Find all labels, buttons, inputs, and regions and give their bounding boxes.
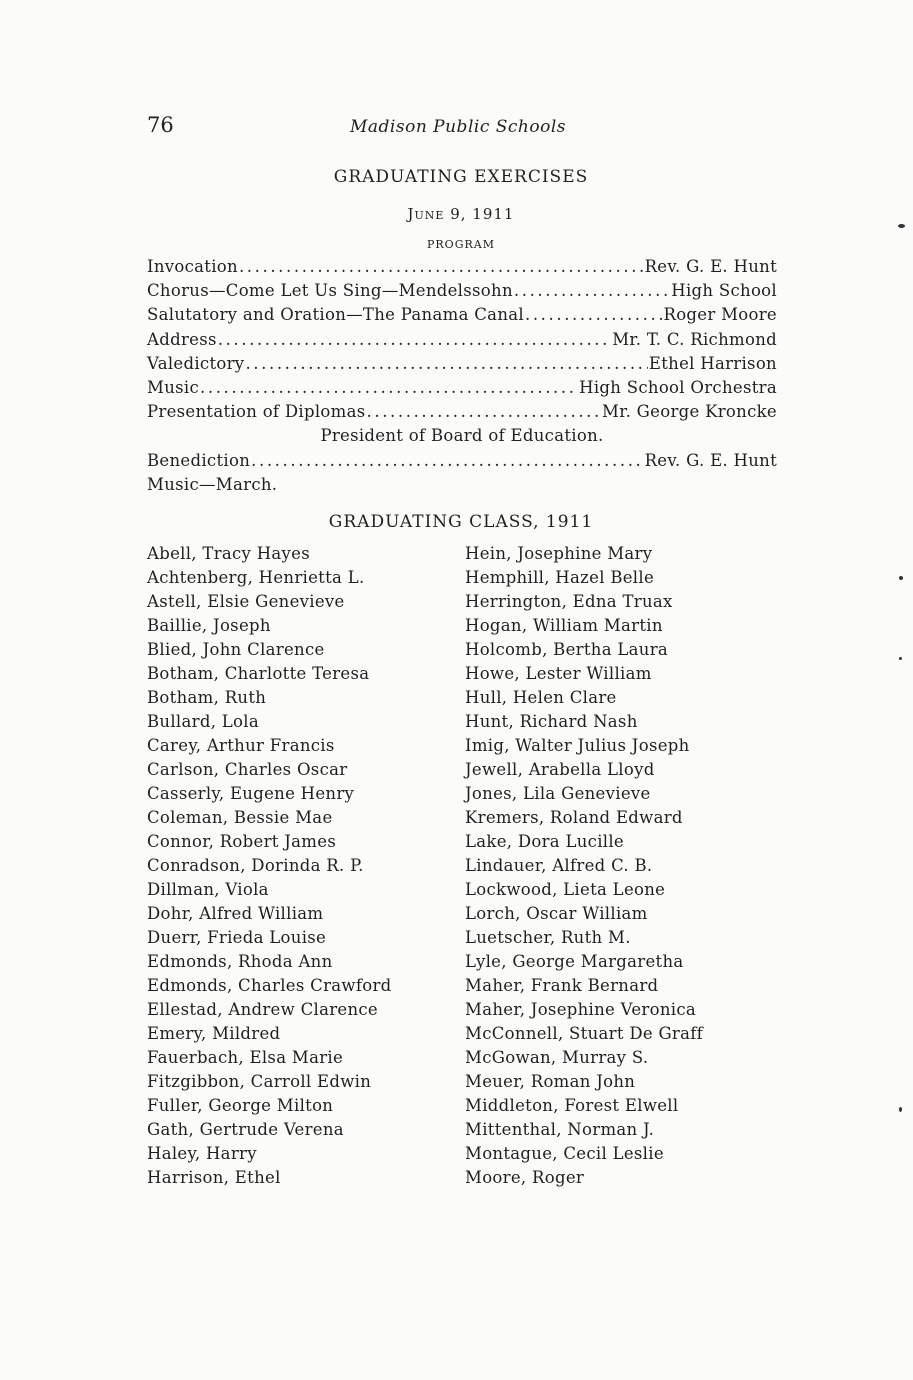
graduate-name: Emery, Mildred <box>147 1024 281 1043</box>
graduate-name: Ellestad, Andrew Clarence <box>147 1000 378 1019</box>
leader-dots <box>251 451 643 470</box>
program-item-performer: Mr. T. C. Richmond <box>612 329 777 349</box>
graduate-name: Haley, Harry <box>147 1144 257 1163</box>
program-item-label: Salutatory and Oration—The Panama Canal <box>147 305 524 325</box>
leader-dots <box>514 281 670 300</box>
graduate-name: Dohr, Alfred William <box>147 904 324 923</box>
graduate-name: Imig, Walter Julius Joseph <box>465 736 690 755</box>
graduate-name: Botham, Ruth <box>147 688 267 707</box>
graduate-name: Howe, Lester William <box>465 664 652 683</box>
graduate-name: Carlson, Charles Oscar <box>147 760 348 779</box>
graduate-name: Fauerbach, Elsa Marie <box>147 1048 344 1067</box>
program-item-performer: High School <box>671 281 777 301</box>
exercises-title: GRADUATING EXERCISES <box>333 167 589 187</box>
program-item-label: Valedictory <box>147 353 245 373</box>
graduate-name: Mittenthal, Norman J. <box>465 1120 655 1139</box>
graduate-name: Connor, Robert James <box>147 832 337 851</box>
leader-dots <box>200 378 578 397</box>
program-item-label: Invocation <box>147 257 238 276</box>
graduate-name: Lyle, George Margaretha <box>465 952 684 971</box>
graduate-name: Maher, Josephine Veronica <box>465 1000 697 1019</box>
program-label: PROGRAM <box>427 238 495 251</box>
graduate-name: Moore, Roger <box>465 1168 585 1187</box>
graduate-name: Fuller, George Milton <box>147 1096 334 1115</box>
graduate-name: Duerr, Frieda Louise <box>147 928 327 947</box>
graduate-name: Lindauer, Alfred C. B. <box>465 856 653 875</box>
graduate-name: Gath, Gertrude Verena <box>147 1120 344 1139</box>
program-item-benediction <box>147 451 777 475</box>
graduate-name: Dillman, Viola <box>147 880 269 899</box>
program-item <box>147 257 777 281</box>
leader-dots <box>367 402 602 421</box>
leader-dots <box>239 257 644 276</box>
graduate-name: Lockwood, Lieta Leone <box>465 880 666 899</box>
scan-speck <box>898 224 905 228</box>
graduate-name: Meuer, Roman John <box>465 1072 636 1091</box>
graduate-name: Montague, Cecil Leslie <box>465 1144 664 1163</box>
presenter-note: President of Board of Education. <box>320 426 604 446</box>
class-list-left <box>147 542 392 1190</box>
exercises-date: June 9, 1911 <box>407 205 515 223</box>
graduate-name: Luetscher, Ruth M. <box>465 928 631 947</box>
scan-speck <box>899 657 902 660</box>
graduate-name: Abell, Tracy Hayes <box>147 544 311 563</box>
program-item-performer: Mr. George Kroncke <box>602 402 777 422</box>
graduate-name: Blied, John Clarence <box>147 640 325 659</box>
graduate-name: Kremers, Roland Edward <box>465 808 683 827</box>
program-item-label: Music <box>147 377 200 397</box>
class-list-right <box>465 542 703 1190</box>
program-item <box>147 281 777 305</box>
program-item-label: Address <box>147 329 217 349</box>
graduate-name: Jewell, Arabella Lloyd <box>465 760 655 779</box>
graduate-name: Maher, Frank Bernard <box>465 976 659 995</box>
program-item-performer: Rev. G. E. Hunt <box>644 257 777 276</box>
page-number: 76 <box>147 113 174 137</box>
graduate-name: Jones, Lila Genevieve <box>465 784 651 803</box>
graduate-name: Hogan, William Martin <box>465 616 663 635</box>
graduate-name: Holcomb, Bertha Laura <box>465 640 669 659</box>
leader-dots <box>245 354 647 373</box>
program-item <box>147 330 777 354</box>
program-item-label: Chorus—Come Let Us Sing—Mendelssohn <box>147 281 513 301</box>
leader-dots <box>218 330 611 349</box>
scan-speck <box>899 576 903 580</box>
graduate-name: Fitzgibbon, Carroll Edwin <box>147 1072 372 1091</box>
program-item <box>147 402 777 426</box>
graduate-name: Achtenberg, Henrietta L. <box>147 568 365 587</box>
program-item <box>147 354 777 378</box>
graduate-name: Lorch, Oscar William <box>465 904 648 923</box>
graduate-name: Middleton, Forest Elwell <box>465 1096 679 1115</box>
graduate-name: Hein, Josephine Mary <box>465 544 653 563</box>
graduate-name: Astell, Elsie Genevieve <box>147 592 345 611</box>
running-title: Madison Public Schools <box>350 117 566 137</box>
graduate-name: Edmonds, Rhoda Ann <box>147 952 333 971</box>
program-item-label: Presentation of Diplomas <box>147 402 366 422</box>
graduate-name: Bullard, Lola <box>147 712 259 731</box>
program-item <box>147 305 777 329</box>
graduate-name: Carey, Arthur Francis <box>147 736 335 755</box>
program-item-performer: Ethel Harrison <box>648 353 777 373</box>
graduate-name: Coleman, Bessie Mae <box>147 808 333 827</box>
graduate-name: Harrison, Ethel <box>147 1168 281 1187</box>
graduate-name: McConnell, Stuart De Graff <box>465 1024 704 1043</box>
closing-music: Music—March. <box>147 474 278 494</box>
graduate-name: Baillie, Joseph <box>147 616 271 635</box>
program-item-performer: Rev. G. E. Hunt <box>644 450 777 470</box>
graduate-name: Edmonds, Charles Crawford <box>147 976 392 995</box>
graduate-name: Hunt, Richard Nash <box>465 712 638 731</box>
graduate-name: McGowan, Murray S. <box>465 1048 649 1067</box>
scan-speck <box>899 1107 902 1112</box>
graduate-name: Conradson, Dorinda R. P. <box>147 856 364 875</box>
graduate-name: Herrington, Edna Truax <box>465 592 673 611</box>
program-item-performer: High School Orchestra <box>579 377 777 397</box>
program-item-label: Benediction <box>147 450 251 470</box>
program-item-performer: Roger Moore <box>663 305 777 325</box>
graduating-class-title: GRADUATING CLASS, 1911 <box>328 512 594 532</box>
leader-dots <box>525 305 663 324</box>
graduate-name: Lake, Dora Lucille <box>465 832 624 851</box>
graduate-name: Botham, Charlotte Teresa <box>147 664 370 683</box>
graduate-name: Hemphill, Hazel Belle <box>465 568 655 587</box>
graduate-name: Hull, Helen Clare <box>465 688 617 707</box>
program-item <box>147 378 777 402</box>
program-list <box>147 257 777 499</box>
graduate-name: Casserly, Eugene Henry <box>147 784 355 803</box>
